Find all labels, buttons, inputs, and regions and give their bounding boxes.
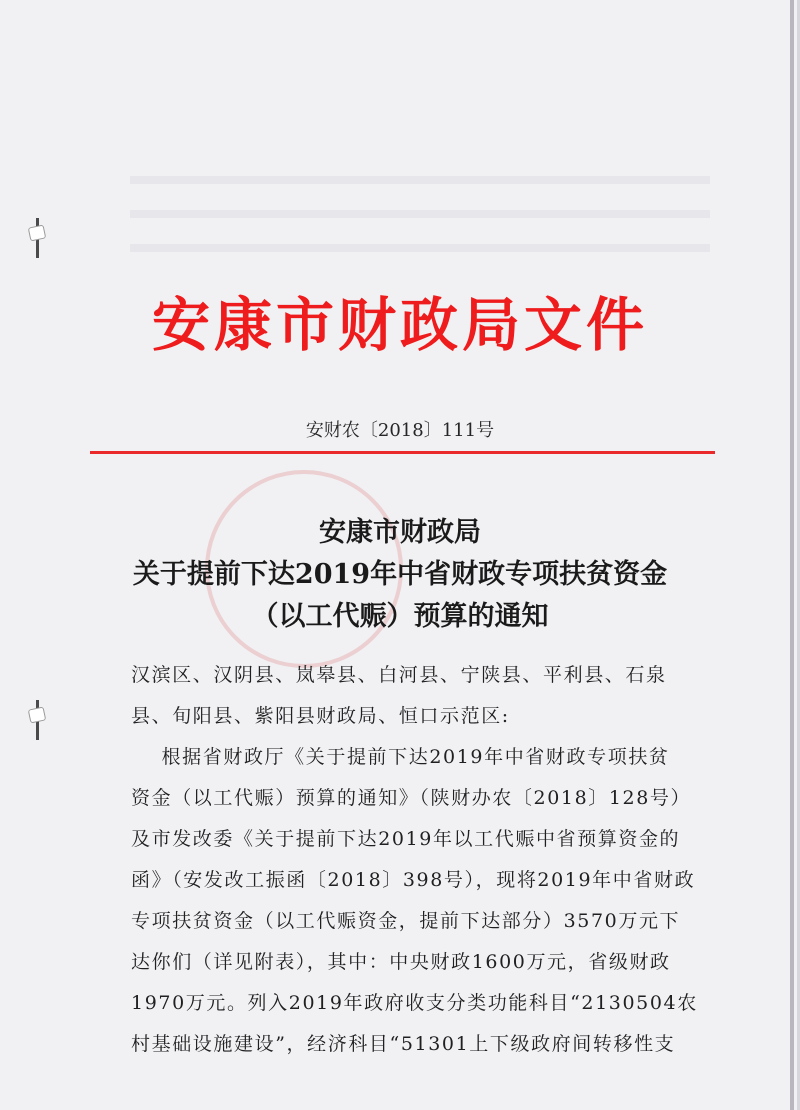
document-header-title: 安康市财政局文件: [151, 291, 648, 359]
body-line: 资金（以工代赈）预算的通知》（陕财办农〔2018〕128号）: [131, 787, 692, 809]
document-number: 安财农〔2018〕111号: [305, 420, 495, 441]
red-divider: [90, 451, 715, 454]
body-line: 县、旬阳县、紫阳县财政局、恒口示范区:: [131, 705, 510, 727]
body-line: 及市发改委《关于提前下达2019年以工代赈中省预算资金的: [131, 828, 681, 850]
notice-title-line-2: 关于提前下达2019年中省财政专项扶贫资金: [132, 559, 668, 590]
body-line: 专项扶贫资金（以工代赈资金，提前下达部分）3570万元下: [131, 910, 681, 932]
staple-top: [36, 218, 65, 258]
body-line: 1970万元。列入2019年政府收支分类功能科目“2130504农: [131, 992, 698, 1014]
notice-issuer: 安康市财政局: [319, 517, 481, 548]
body-line: 函》（安发改工振函〔2018〕398号），现将2019年中省财政: [131, 869, 696, 891]
body-line: 村基础设施建设”，经济科目“51301上下级政府间转移性支: [131, 1033, 676, 1055]
body-line: 根据省财政厅《关于提前下达2019年中省财政专项扶贫: [131, 746, 670, 768]
body-line: 达你们（详见附表），其中：中央财政1600万元，省级财政: [131, 951, 671, 973]
body-line: 汉滨区、汉阴县、岚皋县、白河县、宁陕县、平利县、石泉: [131, 664, 667, 686]
staple-bottom: [36, 700, 65, 740]
bleed-through-text: [130, 150, 710, 270]
notice-title-line-3: （以工代赈）预算的通知: [251, 601, 549, 632]
